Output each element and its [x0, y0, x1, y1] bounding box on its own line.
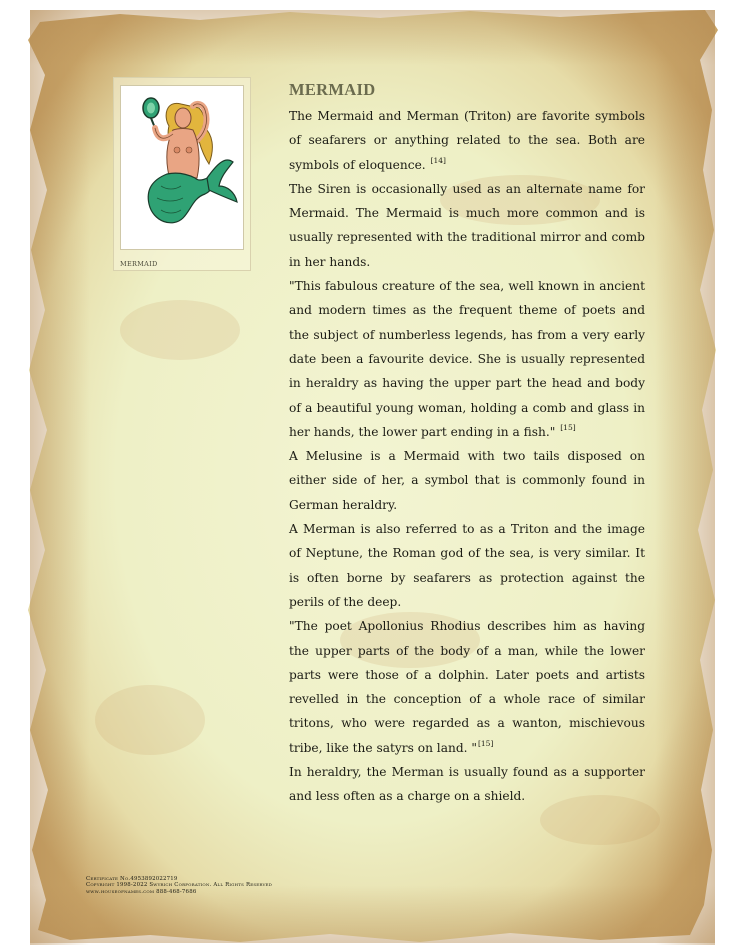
certificate-number: Certificate No.4953892022719 [86, 876, 178, 882]
citation-ref: [15] [477, 738, 494, 748]
citation-ref: [14] [430, 155, 446, 165]
paragraph: A Merman is also referred to as a Triton and the image of Neptune, the Roman god of the sea, is very similar. It is often borne by seafarers as protection against the perils of the deep. [289, 522, 645, 609]
citation-ref: [15] [560, 422, 576, 432]
article-body [289, 104, 645, 809]
copyright-notice: Copyright 1998-2022 Swyrich Corporation. All Rights Reserved [86, 882, 273, 889]
figure-caption: MERMAID [120, 260, 158, 268]
contact-info: www.houseofnames.com 888-468-7686 [86, 888, 197, 895]
page-title: MERMAID [289, 80, 376, 99]
paragraph: A Melusine is a Mermaid with two tails disposed on either side of her, a symbol that is commonly found in German heraldry. [289, 449, 645, 512]
paragraph: The Siren is occasionally used as an alternate name for Mermaid. The Mermaid is much more common and is usually represented with the traditional mirror and comb in her hands. [289, 181, 645, 269]
mermaid-icon [121, 86, 243, 249]
mermaid-figure [113, 77, 251, 271]
certificate-footer [86, 876, 272, 895]
mermaid-image [120, 85, 244, 250]
paragraph: "This fabulous creature of the sea, well known in ancient and modern times as the frequent theme of poets and the subject of numberless legends, has from a very early date been a favourite device. She is usually represented in heraldry as having the upper part the head and body of a beautiful young woman, holding a comb and glass in her hands, the lower part ending in a fish." [15] [289, 279, 645, 439]
paragraph: "The poet Apollonius Rhodius describes him as having the upper parts of the body of a man, while the lower parts were those of a dolphin. Later poets and artists revelled in the conception of a whole race of similar tritons, who were regarded as a wanton, mischievous tribe, like the satyrs on land. "[15] [289, 619, 645, 755]
paragraph: In heraldry, the Merman is usually found as a supporter and less often as a charge on a shield. [289, 765, 645, 804]
paragraph: The Mermaid and Merman (Triton) are favorite symbols of seafarers or anything related to the sea. Both are symbols of eloquence. [14] [289, 109, 645, 172]
